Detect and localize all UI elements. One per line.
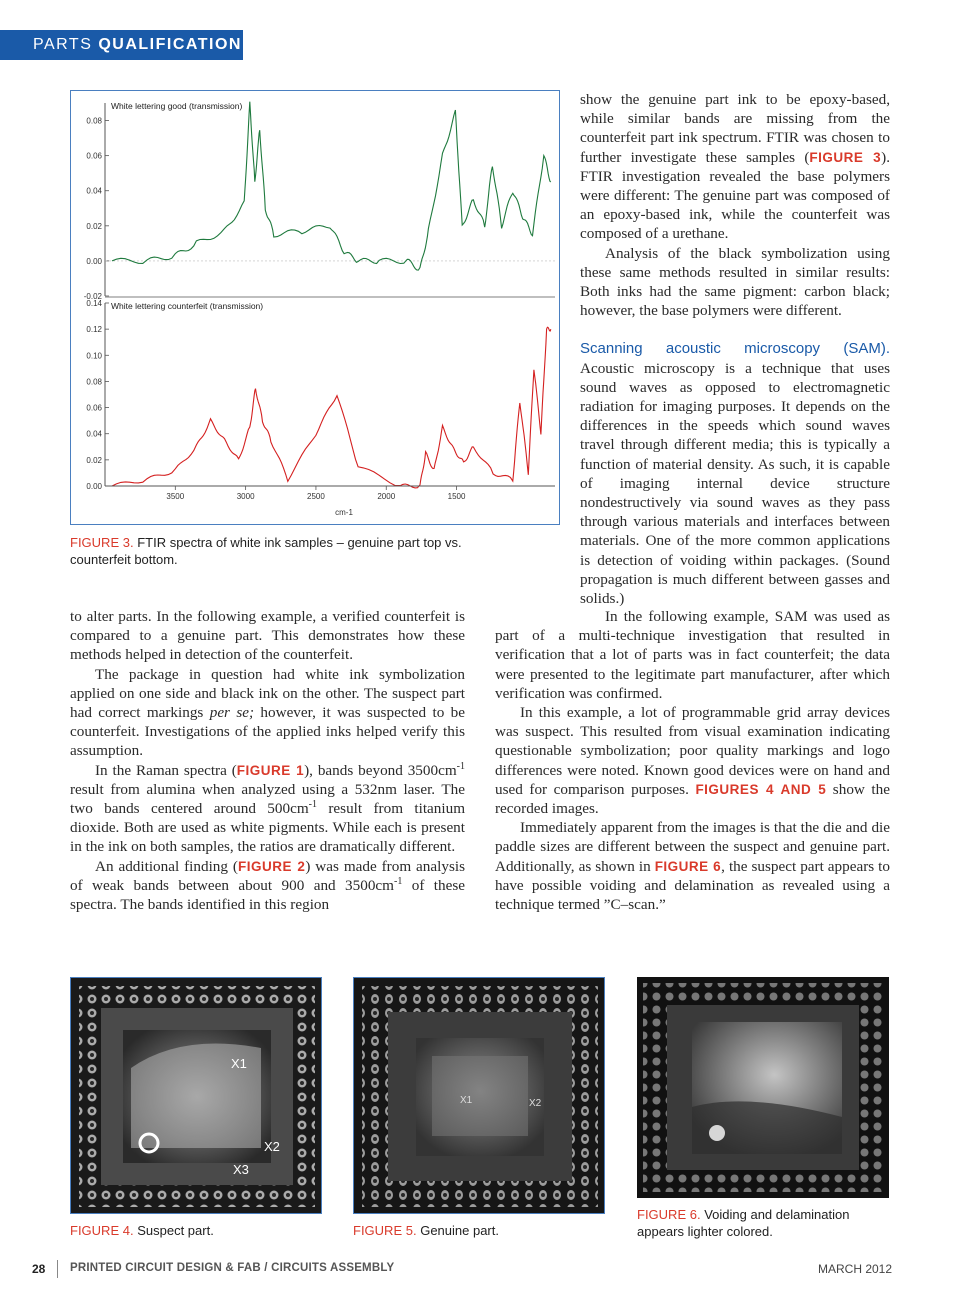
y-tick-label: 0.04 bbox=[86, 186, 102, 196]
paragraph bbox=[495, 818, 890, 914]
text-run: show the recorded images. bbox=[495, 780, 890, 818]
text-run: An additional finding ( bbox=[95, 857, 238, 875]
issue-date: MARCH 2012 bbox=[818, 1262, 893, 1276]
page-number: 28 bbox=[32, 1262, 46, 1276]
figure-5-image bbox=[353, 977, 605, 1214]
text-run: Immediately apparent from the images is that the die and die paddle sizes are different between the suspect and genuine part. Additionally, as shown in bbox=[495, 819, 890, 875]
text-run: ) was made from analysis of weak bands between about 900 and 3500cm bbox=[70, 857, 465, 894]
mark-x3: X3 bbox=[233, 1162, 249, 1177]
text-run: , the suspect part appears to have possible voiding and delamination as revealed using a technique termed ”C–scan.” bbox=[495, 857, 890, 914]
figure-3-chart bbox=[70, 90, 560, 525]
paragraph: to alter parts. In the following example, a verified counterfeit is compared to a genuine part. This demonstrates how these methods helped in detection of the counterfeit. bbox=[70, 608, 465, 664]
figure-6-text: Voiding and delamination appears lighter colored. bbox=[637, 1207, 850, 1239]
figure-4-caption bbox=[70, 1222, 214, 1239]
figure-5-caption bbox=[353, 1222, 499, 1239]
figure-1-ref: FIGURE 1 bbox=[236, 762, 305, 778]
y-tick-label: 0.06 bbox=[86, 403, 102, 413]
footer-divider bbox=[57, 1260, 58, 1278]
mark-x2: X2 bbox=[264, 1139, 280, 1154]
figure-3-text: FTIR spectra of white ink samples – genuine part top vs. counterfeit bottom. bbox=[70, 535, 462, 567]
figure-4-image bbox=[70, 977, 322, 1214]
text-run: ), bands beyond 3500cm bbox=[304, 761, 457, 779]
text-run: Acoustic microscopy is a technique that uses sound waves as opposed to electromagnetic radiation for imaging purposes. It depends on the differences in the speeds which sound waves travel through different media; this is typically a function of material density. As such, it is capable of imaging internal device structure nondestructively via sound waves as they pass through various materials and interfaces between materials. One of the more common applications is detection of voiding within packages. (Sound propagation is much different between gasses and solids.) bbox=[580, 359, 890, 608]
sam-suspect-part-image bbox=[71, 978, 322, 1214]
text-run: ). FTIR investigation revealed the base polymers were different: The genuine part was composed of an epoxy-based ink, while the counterfeit was composed of a urethane. bbox=[580, 148, 891, 243]
mark-x2: X2 bbox=[529, 1098, 542, 1109]
y-tick-label: 0.14 bbox=[86, 299, 102, 308]
x-tick-label: 2000 bbox=[377, 492, 396, 501]
x-tick-label: 1500 bbox=[447, 492, 466, 501]
text-run: of these spectra. The bands identified in this region bbox=[70, 876, 466, 914]
figure-4-label: FIGURE 4. bbox=[70, 1223, 134, 1238]
paragraph bbox=[580, 90, 890, 244]
paragraph bbox=[495, 703, 890, 818]
panel-title: White lettering good (transmission) bbox=[111, 101, 243, 111]
y-tick-label: 0.06 bbox=[86, 151, 102, 161]
superscript: -1 bbox=[393, 875, 403, 887]
text-run: result from alumina when analyzed using a 532nm laser. The two bands centered around 500cm bbox=[70, 780, 465, 818]
superscript: -1 bbox=[308, 798, 317, 810]
y-tick-label: 0.12 bbox=[86, 325, 102, 335]
figure-5-label: FIGURE 5. bbox=[353, 1223, 417, 1238]
paragraph bbox=[70, 857, 465, 915]
figure-3-caption bbox=[70, 534, 510, 568]
text-run: result from titanium dioxide. Both are used as white pigments. While each is present in the ink on both samples, the ratios are dramatically different. bbox=[70, 800, 466, 856]
text-run: however, it was suspected to be counterfeit. Investigations of the applied inks helped verify this assumption. bbox=[70, 704, 465, 760]
superscript: -1 bbox=[456, 760, 465, 772]
y-tick-label: 0.04 bbox=[86, 429, 102, 439]
paragraph bbox=[70, 761, 465, 857]
y-tick-label: 0.10 bbox=[86, 351, 102, 361]
spectrum-line-genuine bbox=[112, 102, 551, 271]
y-tick-label: 0.08 bbox=[86, 116, 102, 126]
figure-2-ref: FIGURE 2 bbox=[237, 858, 306, 874]
text-run: show the genuine part ink to be epoxy-based, while similar bands are missing from the counterfeit part ink spectrum. FTIR was chosen to further investigate these samples ( bbox=[580, 91, 890, 166]
mark-x1: X1 bbox=[231, 1056, 247, 1071]
left-column bbox=[70, 607, 465, 914]
ftir-spectra-svg bbox=[71, 91, 559, 524]
figure-6-caption bbox=[637, 1206, 889, 1240]
x-tick-label: 3000 bbox=[236, 492, 255, 501]
figure-6-ref: FIGURE 6 bbox=[654, 858, 722, 874]
y-tick-label: -0.02 bbox=[83, 292, 102, 301]
x-tick-label: 3500 bbox=[166, 492, 185, 501]
sam-heading: Scanning acoustic microscopy (SAM). bbox=[580, 340, 890, 358]
paragraph: Analysis of the black symbolization using these same methods resulted in similar results: Both inks had the same pigment: carbon black; however, the base polymers were different. bbox=[580, 244, 890, 320]
y-tick-label: 0.08 bbox=[86, 377, 102, 387]
y-tick-label: 0.02 bbox=[86, 455, 102, 465]
x-axis-label: cm-1 bbox=[335, 508, 353, 517]
paragraph bbox=[580, 339, 890, 608]
y-tick-label: 0.00 bbox=[86, 482, 102, 491]
figure-3-label: FIGURE 3. bbox=[70, 535, 134, 550]
figure-3-ref: FIGURE 3 bbox=[809, 149, 882, 165]
text-run: In the Raman spectra ( bbox=[95, 761, 237, 779]
text-run: The package in question had white ink symbolization applied on one side and black ink on the other. The suspect part had correct markings bbox=[70, 665, 465, 722]
panel-title: White lettering counterfeit (transmission) bbox=[111, 301, 264, 311]
figure-6-label: FIGURE 6. bbox=[637, 1207, 701, 1222]
section-prefix: PARTS bbox=[33, 36, 93, 53]
x-tick-label: 2500 bbox=[307, 492, 325, 501]
figure-5-text: Genuine part. bbox=[420, 1223, 499, 1238]
emphasis: per se; bbox=[209, 704, 255, 722]
figure-6-image bbox=[637, 977, 889, 1198]
sam-genuine-part-image bbox=[354, 978, 605, 1214]
figure-4-text: Suspect part. bbox=[137, 1223, 214, 1238]
right-column-top bbox=[580, 90, 890, 608]
paragraph: In the following example, SAM was used as part of a multi-technique investigation that resulted in verification that a lot of parts was in fact counterfeit; the data were presented to the legitimate part manufacturer, after which verification was confirmed. bbox=[495, 608, 890, 702]
section-name: QUALIFICATION bbox=[98, 36, 242, 53]
right-column-bottom bbox=[495, 607, 890, 914]
section-header bbox=[0, 30, 243, 60]
text-run: In this example, a lot of programmable grid array devices was suspect. This resulted from visual examination indicating questionable symbolization; poor quality markings and logo differences were noted. Known good devices were on hand and used for comparison purposes. bbox=[495, 704, 890, 798]
y-tick-label: 0.02 bbox=[86, 221, 102, 231]
mark-x1: X1 bbox=[460, 1095, 473, 1106]
publication-name: PRINTED CIRCUIT DESIGN & FAB / CIRCUITS ASSEMBLY bbox=[70, 1262, 395, 1274]
figures-4-5-ref: FIGURES 4 AND 5 bbox=[695, 781, 827, 797]
spectrum-line-counterfeit bbox=[112, 327, 551, 488]
sam-cscan-image bbox=[637, 977, 889, 1198]
y-tick-label: 0.00 bbox=[86, 256, 102, 266]
paragraph bbox=[70, 665, 465, 761]
